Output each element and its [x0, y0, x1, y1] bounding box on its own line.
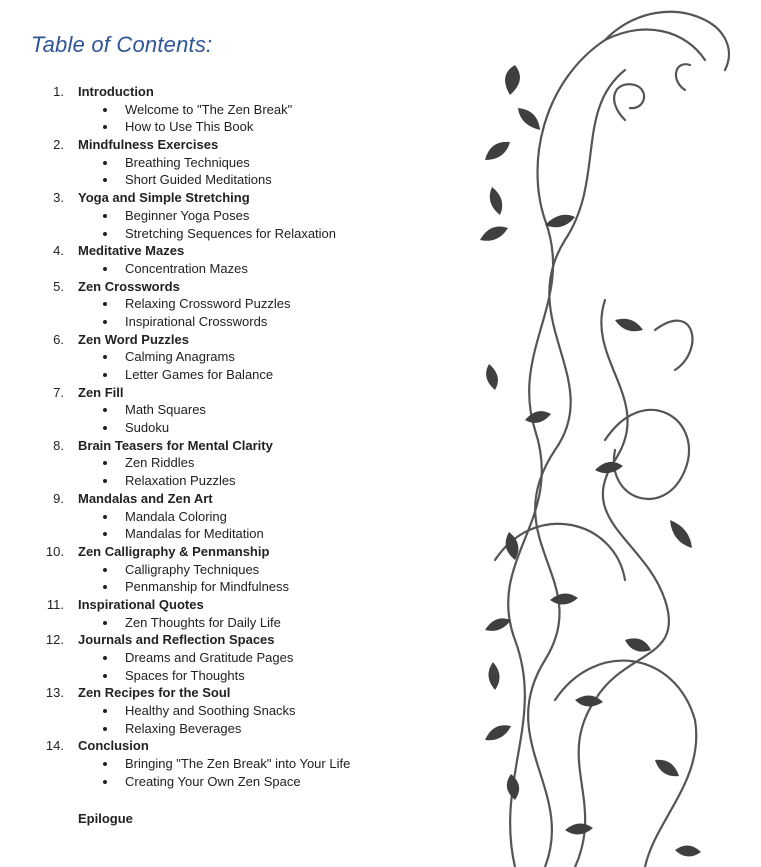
toc-list [0, 83, 440, 791]
chapter-entry [0, 242, 440, 277]
chapter-number: 13. [45, 685, 64, 701]
chapter-title: Brain Teasers for Mental Clarity [78, 437, 273, 453]
bullet-icon [103, 373, 107, 377]
chapter-title: Mindfulness Exercises [78, 137, 219, 153]
subsection-row [0, 225, 440, 243]
chapter-number: 1. [53, 84, 64, 99]
bullet-icon [103, 108, 107, 112]
page-title: Table of Contents: [31, 32, 213, 57]
chapter-number: 4. [53, 243, 64, 259]
chapter-title: Zen Fill [78, 384, 124, 400]
subsection-row [0, 525, 440, 543]
chapter-row [0, 543, 440, 561]
subsection-title: Math Squares [125, 402, 206, 418]
chapter-title: Conclusion [78, 738, 149, 754]
chapter-number: 6. [53, 331, 64, 347]
chapter-row [0, 83, 440, 101]
subsection-title: Sudoku [125, 420, 170, 436]
subsection-row [0, 755, 440, 773]
bullet-icon [103, 355, 107, 359]
chapter-number: 7. [53, 384, 64, 400]
subsection-row [0, 578, 440, 596]
subsection-row [0, 454, 440, 472]
subsection-title: Stretching Sequences for Relaxation [125, 225, 337, 241]
subsection-row [0, 508, 440, 526]
subsection-title: Dreams and Gratitude Pages [125, 650, 294, 665]
subsection-row [0, 401, 440, 419]
subsection-title: Short Guided Meditations [125, 172, 272, 188]
subsection-row [0, 154, 440, 172]
chapter-number: 8. [53, 437, 64, 453]
subsection-title: Concentration Mazes [125, 260, 248, 276]
chapter-title: Zen Crosswords [78, 278, 180, 294]
subsection-row [0, 295, 440, 313]
bullet-icon [103, 461, 107, 465]
subsection-title: Bringing "The Zen Break" into Your Life [125, 756, 351, 772]
bullet-icon [103, 780, 107, 784]
bullet-icon [103, 727, 107, 731]
chapter-entry [0, 543, 440, 596]
chapter-number: 2. [53, 137, 64, 153]
chapter-title: Meditative Mazes [78, 243, 185, 259]
chapter-number: 5. [53, 278, 64, 294]
chapter-title: Inspirational Quotes [78, 596, 204, 612]
subsection-title: Breathing Techniques [125, 154, 250, 170]
subsection-title: Zen Riddles [125, 455, 195, 471]
chapter-entry [0, 278, 440, 331]
bullet-icon [103, 656, 107, 660]
subsection-title: Beginner Yoga Poses [125, 207, 250, 223]
chapter-entry [0, 189, 440, 242]
chapter-entry [0, 684, 440, 737]
bullet-icon [103, 408, 107, 412]
chapter-number: 14. [45, 738, 64, 754]
chapter-entry [0, 83, 440, 136]
subsection-title: Zen Thoughts for Daily Life [125, 614, 281, 630]
subsection-row [0, 101, 440, 119]
bullet-icon [103, 426, 107, 430]
bullet-icon [103, 267, 107, 271]
subsection-row [0, 649, 440, 667]
subsection-title: Welcome to "The Zen Break" [125, 101, 293, 117]
bullet-icon [103, 320, 107, 324]
subsection-row [0, 260, 440, 278]
subsection-title: Spaces for Thoughts [125, 667, 245, 683]
bullet-icon [103, 709, 107, 713]
subsection-title: Calligraphy Techniques [125, 561, 260, 577]
chapter-row [0, 189, 440, 207]
subsection-row [0, 472, 440, 490]
chapter-title: Yoga and Simple Stretching [78, 190, 250, 206]
subsection-row [0, 207, 440, 225]
chapter-entry [0, 437, 440, 490]
subsection-title: Healthy and Soothing Snacks [125, 703, 296, 719]
subsection-title: Calming Anagrams [125, 349, 235, 365]
bullet-icon [103, 568, 107, 572]
chapter-row [0, 331, 440, 349]
bullet-icon [103, 125, 107, 129]
subsection-title: Relaxing Crossword Puzzles [125, 296, 291, 312]
chapter-row [0, 737, 440, 755]
chapter-entry [0, 384, 440, 437]
subsection-row [0, 171, 440, 189]
subsection-title: Inspirational Crosswords [125, 313, 268, 329]
chapter-row [0, 437, 440, 455]
bullet-icon [103, 762, 107, 766]
bullet-icon [103, 302, 107, 306]
subsection-row [0, 561, 440, 579]
bullet-icon [103, 178, 107, 182]
chapter-entry [0, 737, 440, 790]
chapter-number: 12. [45, 632, 64, 648]
subsection-title: Mandalas for Meditation [125, 526, 264, 542]
bullet-icon [103, 532, 107, 536]
epilogue-entry: Epilogue [78, 811, 133, 826]
chapter-row [0, 136, 440, 154]
chapter-entry [0, 331, 440, 384]
bullet-icon [103, 674, 107, 678]
chapter-title: Mandalas and Zen Art [78, 490, 213, 506]
bullet-icon [103, 214, 107, 218]
chapter-row [0, 384, 440, 402]
bullet-icon [103, 621, 107, 625]
chapter-number: 3. [53, 190, 64, 206]
chapter-title: Journals and Reflection Spaces [78, 632, 275, 648]
subsection-row [0, 667, 440, 685]
bullet-icon [103, 585, 107, 589]
chapter-row [0, 278, 440, 296]
subsection-title: How to Use This Book [125, 119, 254, 135]
subsection-row [0, 313, 440, 331]
vine-illustration-icon [455, 0, 761, 867]
bullet-icon [103, 161, 107, 165]
chapter-number: 11. [46, 596, 64, 612]
chapter-entry [0, 136, 440, 189]
chapter-row [0, 631, 440, 649]
chapter-title: Introduction [78, 84, 154, 99]
bullet-icon [103, 232, 107, 236]
subsection-title: Relaxation Puzzles [125, 473, 236, 489]
chapter-number: 10. [45, 543, 64, 559]
subsection-row [0, 366, 440, 384]
subsection-row [0, 720, 440, 738]
chapter-entry [0, 631, 440, 684]
bullet-icon [103, 515, 107, 519]
chapter-title: Zen Calligraphy & Penmanship [78, 543, 270, 559]
subsection-title: Relaxing Beverages [125, 720, 242, 736]
subsection-row [0, 419, 440, 437]
subsection-title: Mandala Coloring [125, 508, 227, 524]
subsection-title: Letter Games for Balance [125, 367, 274, 382]
subsection-row [0, 348, 440, 366]
chapter-entry [0, 596, 440, 631]
chapter-number: 9. [53, 490, 64, 506]
chapter-row [0, 596, 440, 614]
bullet-icon [103, 479, 107, 483]
chapter-row [0, 684, 440, 702]
subsection-title: Creating Your Own Zen Space [125, 773, 301, 789]
subsection-row [0, 702, 440, 720]
subsection-title: Penmanship for Mindfulness [125, 579, 290, 595]
subsection-row [0, 773, 440, 791]
chapter-title: Zen Word Puzzles [78, 331, 189, 347]
subsection-row [0, 118, 440, 136]
chapter-row [0, 242, 440, 260]
chapter-row [0, 490, 440, 508]
chapter-entry [0, 490, 440, 543]
subsection-row [0, 614, 440, 632]
chapter-title: Zen Recipes for the Soul [78, 685, 231, 701]
